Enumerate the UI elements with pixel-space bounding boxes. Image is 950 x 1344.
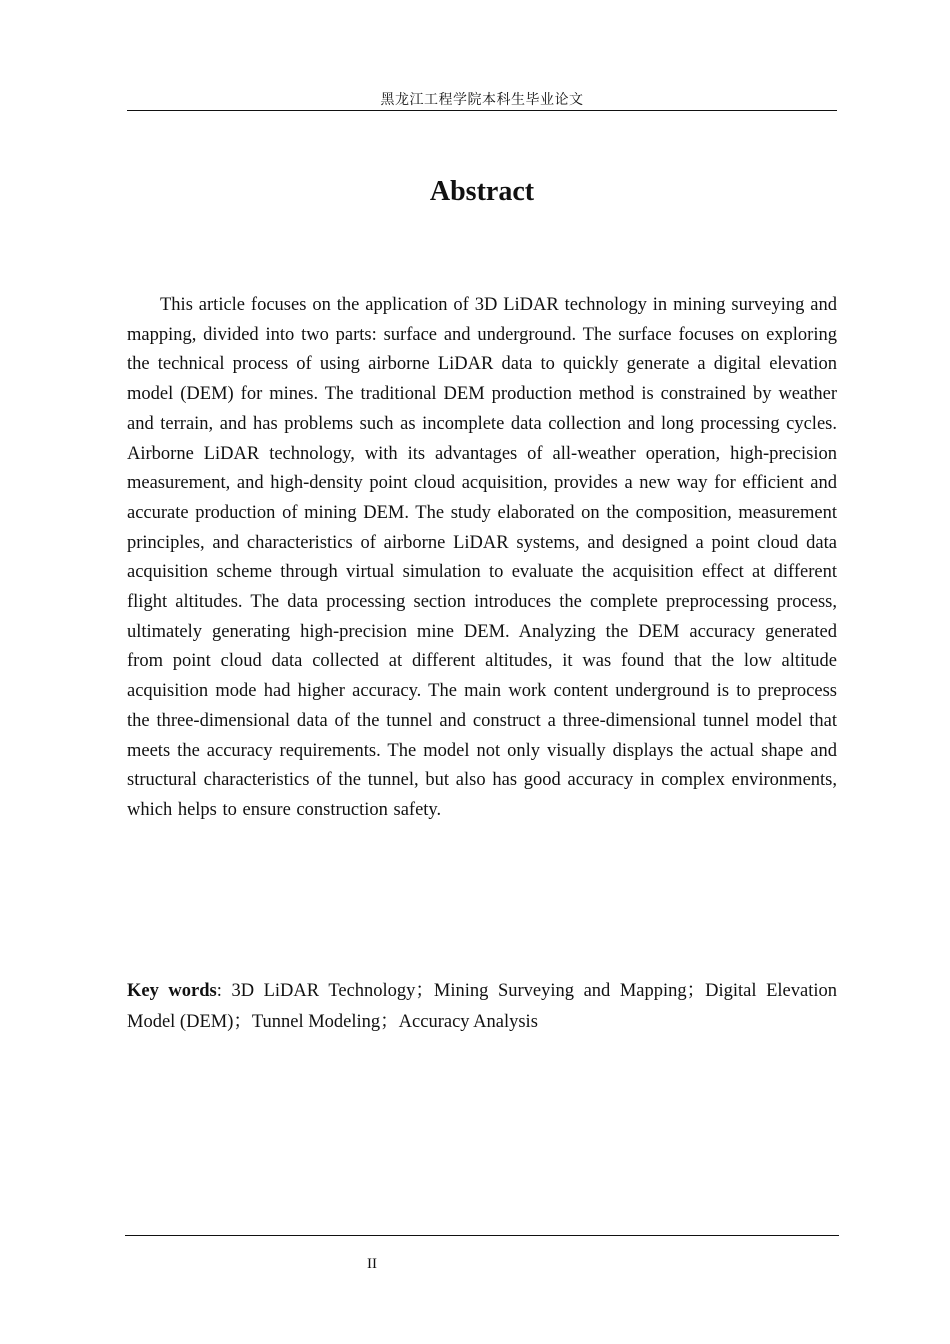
running-header: 黑龙江工程学院本科生毕业论文 <box>380 92 584 108</box>
keywords-line <box>127 976 837 1038</box>
abstract-paragraph: This article focuses on the application of 3D LiDAR technology in mining surveying and mapping, divided into two parts: surface and underground. The surface focuses on exploring the technical process of using airborne LiDAR data to quickly generate a digital elevation model (DEM) for mines. The traditional DEM production method is constrained by weather and terrain, and has problems such as incomplete data collection and long processing cycles. Airborne LiDAR technology, with its advantages of all-weather operation, high-precision measurement, and high-density point cloud acquisition, provides a new way for efficient and accurate production of mining DEM. The study elaborated on the composition, measurement principles, and characteristics of airborne LiDAR systems, and designed a point cloud data acquisition scheme through virtual simulation to evaluate the acquisition effect at different flight altitudes. The data processing section introduces the complete preprocessing process, ultimately generating high-precision mine DEM. Analyzing the DEM accuracy generated from point cloud data collected at different altitudes, it was found that the low altitude acquisition mode had higher accuracy. The main work content underground is to preprocess the three-dimensional data of the tunnel and construct a three-dimensional tunnel model that meets the accuracy requirements. The model not only visually displays the actual shape and structural characteristics of the tunnel, but also has good accuracy in complex environments, which helps to ensure construction safety. <box>127 295 837 820</box>
keywords-list: : 3D LiDAR Technology；Mining Surveying and Mapping；Digital Elevation Model (DEM)；Tunnel Modeling；Accuracy Analysis <box>127 981 837 1032</box>
page-title: Abstract <box>429 176 535 207</box>
header-divider <box>127 110 837 111</box>
keywords-label: Key words <box>127 981 217 1001</box>
footer-divider <box>125 1235 839 1236</box>
page-number: II <box>367 1256 377 1272</box>
